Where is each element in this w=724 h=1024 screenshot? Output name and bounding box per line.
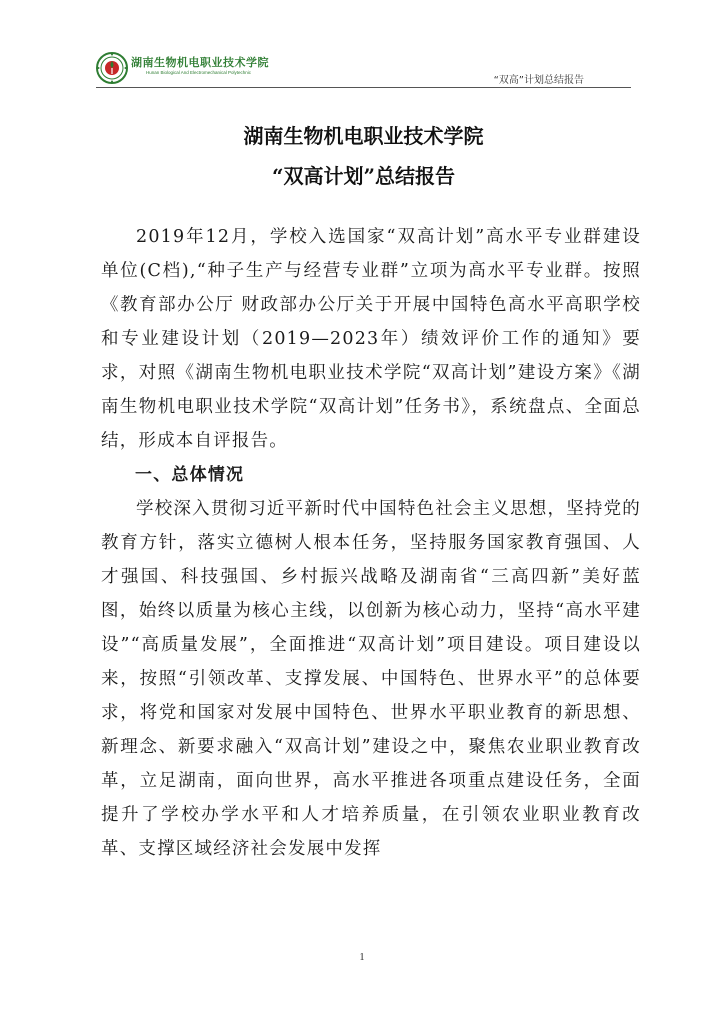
page-number: 1 <box>359 952 365 963</box>
school-logo-icon <box>96 52 128 84</box>
section-heading-overview: 一、总体情况 <box>135 465 245 485</box>
document-title-line2: “双高计划”总结报告 <box>271 164 455 188</box>
school-name-logo: 湖南生物机电职业技术学院 <box>131 56 269 69</box>
document-title-line1: 湖南生物机电职业技术学院 <box>243 124 484 148</box>
page-header <box>0 0 724 95</box>
document-body <box>101 220 641 866</box>
paragraph-intro: 2019年12月，学校入选国家“双高计划”高水平专业群建设单位(C档),“种子生产与经营专业群”立项为高水平专业群。按照《教育部办公厅 财政部办公厅关于开展中国特色高水平高职学校和专业建设计划（2019—2023年）绩效评价工作的通知》要求，对照《湖南生物机电职业技术学院“双高计划”建设方案》《湖南生物机电职业技术学院“双高计划”任务书》，系统盘点、全面总结，形成本自评报告。 <box>101 227 641 451</box>
header-doc-title: “双高”计划总结报告 <box>493 75 584 86</box>
school-name-english: Hunan Biological And Electromechanical Polytechnic <box>146 70 252 75</box>
header-divider <box>96 87 631 88</box>
paragraph-overview: 学校深入贯彻习近平新时代中国特色社会主义思想，坚持党的教育方针，落实立德树人根本任务，坚持服务国家教育强国、人才强国、科技强国、乡村振兴战略及湖南省“三高四新”美好蓝图，始终以质量为核心主线，以创新为核心动力，坚持“高水平建设”“高质量发展”，全面推进“双高计划”项目建设。项目建设以来，按照“引领改革、支撑发展、中国特色、世界水平”的总体要求，将党和国家对发展中国特色、世界水平职业教育的新思想、新理念、新要求融入“双高计划”建设之中，聚焦农业职业教育改革，立足湖南，面向世界，高水平推进各项重点建设任务，全面提升了学校办学水平和人才培养质量，在引领农业职业教育改革、支撑区域经济社会发展中发挥 <box>101 499 641 859</box>
